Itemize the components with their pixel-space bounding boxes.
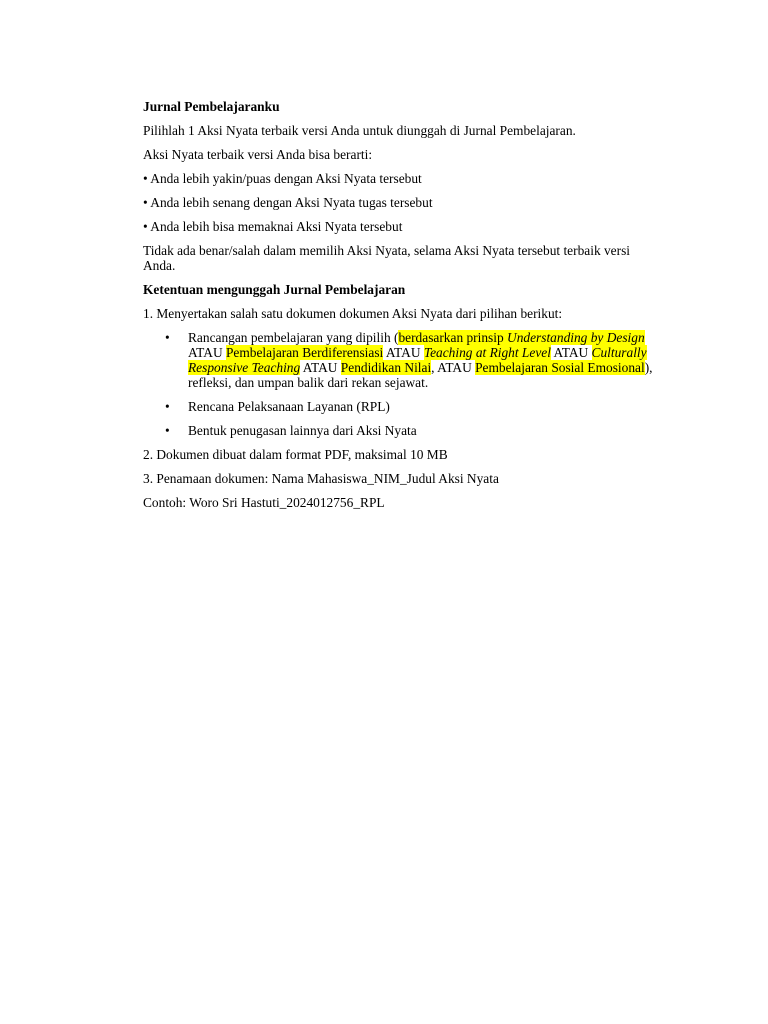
option-text: Rancangan pembelajaran yang dipilih (	[188, 330, 399, 345]
naming-example: Contoh: Woro Sri Hastuti_2024012756_RPL	[143, 495, 385, 510]
highlighted-text: Pembelajaran Sosial Emosional	[475, 360, 645, 375]
highlighted-text: berdasarkan prinsip	[398, 330, 508, 345]
option-item-lesson-plan	[143, 330, 653, 390]
highlighted-italic-text: Culturally Responsive Teaching	[188, 345, 647, 375]
option-text: ATAU	[188, 345, 226, 360]
highlighted-text: Pendidikan Nilai	[340, 360, 432, 375]
document-title: Jurnal Pembelajaranku	[143, 99, 280, 114]
option-text: ), refleksi, dan umpan balik dari rekan sejawat.	[188, 360, 653, 390]
meaning-item: • Anda lebih senang dengan Aksi Nyata tugas tersebut	[143, 195, 433, 210]
meaning-intro: Aksi Nyata terbaik versi Anda bisa berarti:	[143, 147, 373, 162]
rule-2: 2. Dokumen dibuat dalam format PDF, maksimal 10 MB	[143, 447, 448, 462]
highlighted-text: Pembelajaran Berdiferensiasi	[225, 345, 384, 360]
option-text: ATAU	[383, 345, 424, 360]
option-text: ATAU	[550, 345, 592, 360]
option-text: ATAU	[300, 360, 341, 375]
meaning-item: • Anda lebih yakin/puas dengan Aksi Nyata tersebut	[143, 171, 422, 186]
option-item-other: • Bentuk penugasan lainnya dari Aksi Nyata	[143, 423, 653, 438]
highlighted-italic-text: Understanding by Design	[507, 330, 645, 345]
rule-3: 3. Penamaan dokumen: Nama Mahasiswa_NIM_Judul Aksi Nyata	[143, 471, 499, 486]
rules-heading: Ketentuan mengunggah Jurnal Pembelajaran	[143, 282, 406, 297]
intro-paragraph: Pilihlah 1 Aksi Nyata terbaik versi Anda untuk diunggah di Jurnal Pembelajaran.	[143, 123, 576, 138]
option-item-rpl: • Rencana Pelaksanaan Layanan (RPL)	[143, 399, 653, 414]
highlighted-italic-text: Teaching at Right Level	[423, 345, 551, 360]
option-text: , ATAU	[431, 360, 476, 375]
document-body	[143, 99, 653, 519]
no-right-wrong-paragraph: Tidak ada benar/salah dalam memilih Aksi Nyata, selama Aksi Nyata tersebut terbaik versi Anda.	[143, 243, 631, 273]
meaning-item: • Anda lebih bisa memaknai Aksi Nyata tersebut	[143, 219, 403, 234]
document-options-list	[143, 330, 653, 438]
rule-1: 1. Menyertakan salah satu dokumen dokumen Aksi Nyata dari pilihan berikut:	[143, 306, 563, 321]
